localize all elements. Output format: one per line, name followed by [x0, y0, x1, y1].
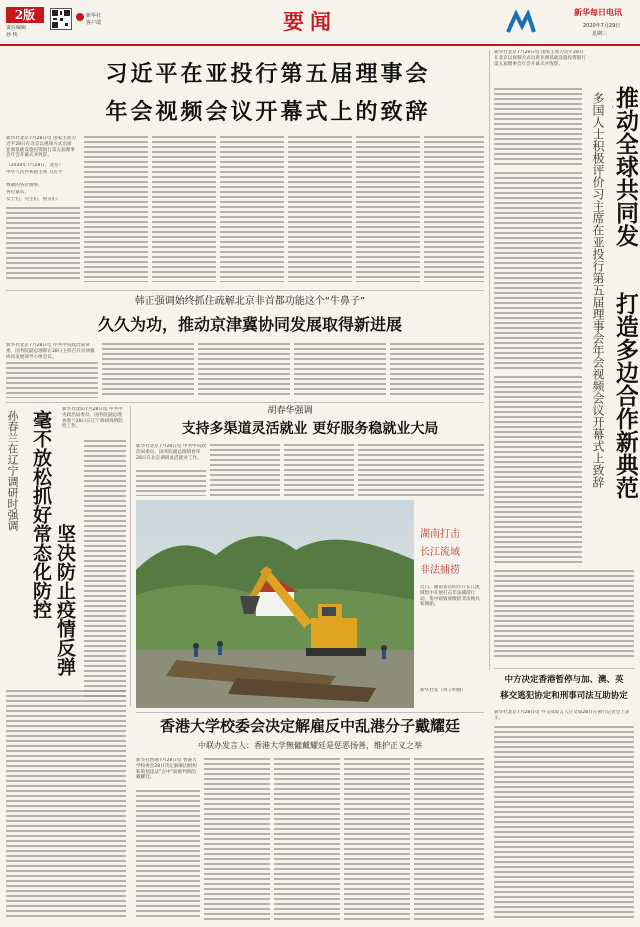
- photo-caption-title-1: 湖南打击: [420, 529, 460, 540]
- story2-body-col-1: [6, 362, 98, 398]
- lead-headline-1: 习近平在亚投行第五届理事会: [105, 62, 431, 87]
- page-number-badge: [6, 7, 44, 23]
- lead-body-col-7: [424, 136, 484, 282]
- lead-dateline: （2020年7月28日，北京）: [6, 163, 64, 168]
- story4-dateline: 新华社香港7月28日电 香港大学校委会28日决定解雇因组织和策划违法“占中”而被判刑的戴耀廷。: [136, 758, 197, 781]
- lead-headline-2: 年会视频会议开幕式上的致辞: [105, 100, 431, 125]
- story2-body-col-2: [102, 343, 194, 398]
- right-feature-lead-text: [494, 88, 582, 168]
- editor-name: 孙 侠: [6, 32, 18, 38]
- lead-body-col-1: [6, 207, 80, 282]
- story3-body-col-3: [284, 444, 354, 496]
- lead-body-col-4: [220, 136, 284, 282]
- story4-body-col-3: [274, 758, 340, 920]
- story2-body-col-5: [390, 343, 484, 398]
- story5-body: [494, 726, 634, 920]
- right-feature-subtitle: 多国人士积极评价习主席在亚投行第五届理事会年会视频会议开幕式上致辞: [591, 92, 605, 488]
- story4-body-col-2: [204, 758, 270, 920]
- news-photo: [136, 500, 414, 708]
- story5-top-rule: [494, 668, 634, 669]
- left-feature-dateline: 新华社沈阳7月28日电 中共中央政治局委员、国务院副总理孙春兰28日在辽宁调研疫情防控工作。: [62, 407, 123, 430]
- left-feature-body-1: [84, 440, 126, 700]
- right-feature-body-2: [494, 376, 582, 566]
- story2-body-col-3: [198, 343, 290, 398]
- story2-body-col-4: [294, 343, 386, 398]
- story4-body-col-5: [414, 758, 484, 920]
- xinhua-app-qr-icon: [50, 8, 72, 30]
- left-feature-kicker: 孙春兰在辽宁调研时强调: [6, 410, 19, 531]
- right-feature-dateline: 新华社北京7月28日电 国家主席习近平28日在北京以视频方式出席亚洲基础设施投资银行第五届理事会年会开幕式并致辞。: [494, 50, 586, 67]
- left-feature-title-a: 毫不放松抓好常态化防控: [30, 410, 52, 619]
- masthead: [0, 0, 640, 46]
- story5-headline-2: 移交逃犯协定和刑事司法互助协定: [500, 691, 628, 701]
- xinhua-app-label-2: 客户端: [86, 20, 102, 26]
- lead-bottom-rule: [6, 290, 484, 291]
- lead-body-col-2: [84, 136, 148, 282]
- issue-weekday: 星期三: [592, 31, 608, 37]
- right-feature-body-3: [494, 570, 634, 660]
- lead-body-col-6: [356, 136, 420, 282]
- editor-label: 责任编辑: [6, 25, 27, 31]
- xinhua-app-label-1: 新华社: [86, 13, 102, 19]
- left-feature-body-2: [6, 690, 126, 920]
- photo-caption: 近日，湖南省岳阳市在长江流域集中开展打击非法捕捞行动，集中销毁收缴的非法网具和渔船。: [420, 585, 480, 608]
- story2-dateline: 新华社北京7月28日电 中共中央政治局常委、国务院副总理韩正28日主持召开京津冀协同发展领导小组会议。: [6, 343, 95, 360]
- left-feature-divider: [130, 406, 131, 706]
- column-divider: [489, 50, 490, 670]
- story5-headline-1: 中方决定香港暂停与加、澳、英: [504, 675, 624, 685]
- story2-bottom-rule: [6, 402, 484, 403]
- photo-caption-title-3: 非法捕捞: [420, 565, 460, 576]
- story2-headline: 久久为功，推动京津冀协同发展取得新进展: [97, 315, 402, 334]
- lead-greeting-1: 尊敬的各位理事，: [6, 183, 43, 188]
- story3-body-col-2: [210, 444, 280, 496]
- photo-credit: 新华社发（周子明摄）: [420, 688, 466, 693]
- story3-kicker: 胡春华强调: [267, 406, 313, 416]
- right-feature-title-col2: 打造多边合作新典范: [612, 292, 638, 499]
- lead-body-col-3: [152, 136, 216, 282]
- lead-byline: 新华社北京7月28日电 国家主席习近平28日在北京以视频方式出席亚洲基础设施投资银行第五届理事会年会开幕式并致辞。: [6, 136, 76, 159]
- lead-body-col-5: [288, 136, 352, 282]
- right-feature-body-1: [494, 172, 582, 372]
- story4-top-rule: [136, 712, 484, 713]
- story3-dateline: 新华社北京7月28日电 中共中央政治局委员、国务院副总理胡春华28日在北京调研灵活就业工作。: [136, 444, 206, 461]
- right-feature-title-col1: 推动全球共同发: [612, 86, 638, 247]
- story4-body-col-1: [136, 790, 200, 920]
- lead-greeting-2: 各位嘉宾，: [6, 190, 29, 195]
- xinhua-daily-logo: [506, 10, 536, 36]
- paper-name: 新华每日电讯: [574, 8, 622, 17]
- story2-kicker: 韩正强调始终抓住疏解北京非首都功能这个“牛鼻子”: [134, 296, 366, 307]
- lead-greeting-3: 女士们，先生们，朋友们：: [6, 197, 62, 202]
- lead-author: 中华人民共和国主席 习近平: [6, 170, 63, 175]
- story4-headline: 香港大学校委会决定解雇反中乱港分子戴耀廷: [159, 717, 460, 735]
- photo-caption-title-2: 长江流域: [420, 547, 460, 558]
- story5-dateline: 新华社北京7月28日电 外交部发言人汪文斌28日在例行记者会上表示。: [494, 710, 630, 721]
- story4-body-col-4: [344, 758, 410, 920]
- story4-subhead: 中联办发言人：香港大学無僱戴耀廷是惩恶扬善，维护正义之举: [198, 741, 422, 750]
- left-feature-title-b: 坚决防止疫情反弹: [54, 524, 76, 676]
- masthead-rule: [0, 44, 640, 46]
- story3-headline: 支持多渠道灵活就业 更好服务稳就业大局: [181, 421, 439, 437]
- issue-date: 2020年7月29日: [583, 23, 621, 29]
- story3-body-col-1: [136, 470, 206, 496]
- xinhua-app-logo: [76, 13, 84, 21]
- section-title: 要闻: [283, 9, 337, 34]
- page-number: 2版: [14, 8, 36, 22]
- story3-body-col-4: [358, 444, 484, 496]
